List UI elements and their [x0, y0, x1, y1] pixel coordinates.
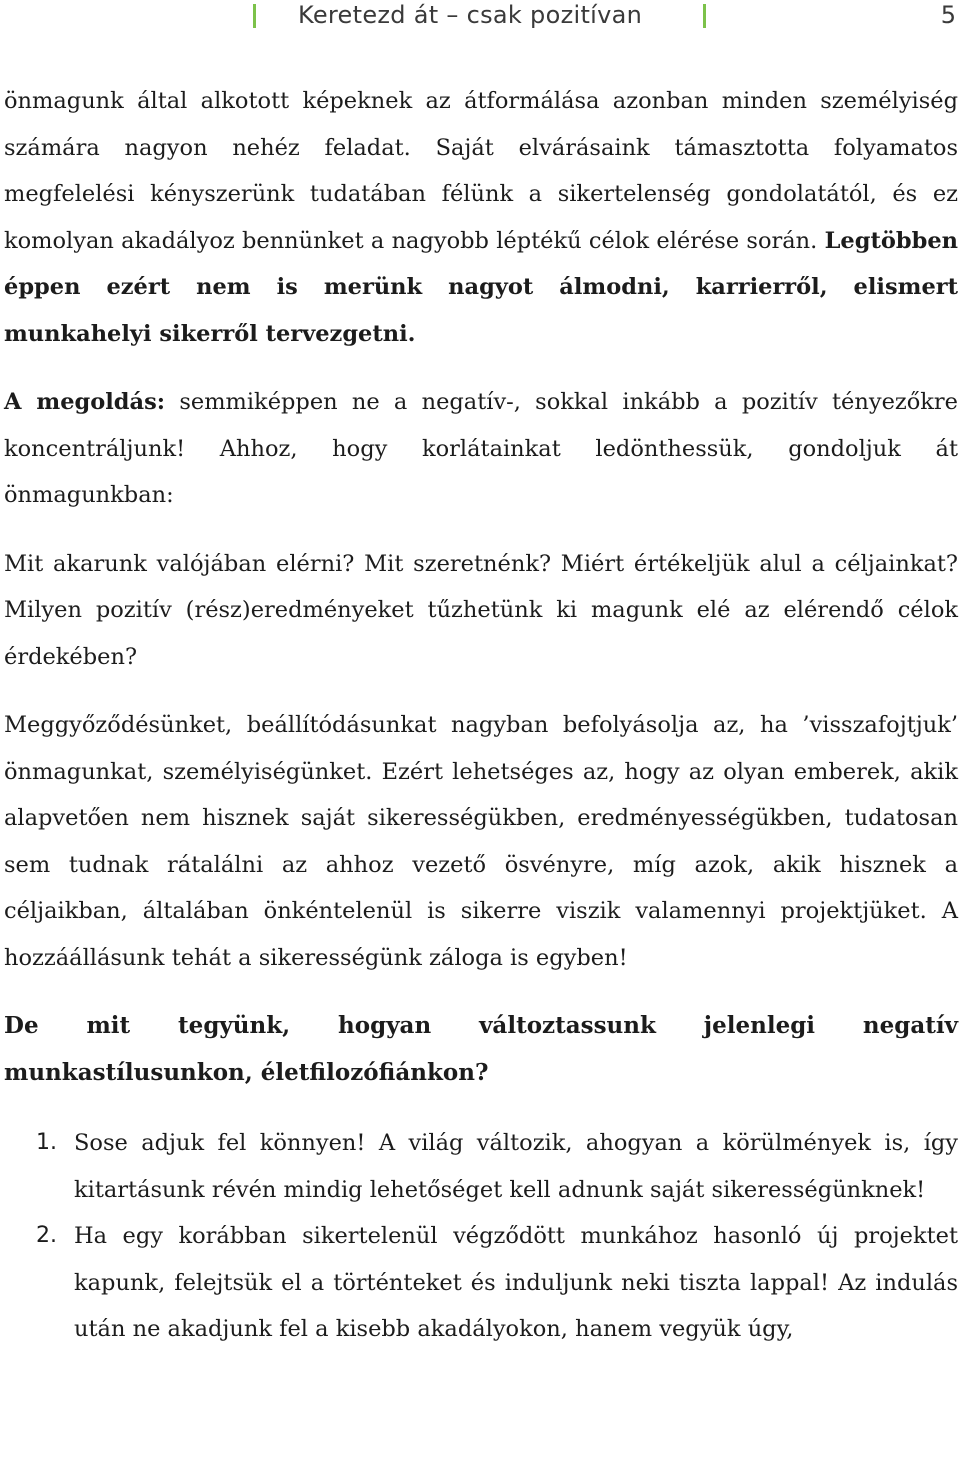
solution-label: A megoldás:: [4, 389, 166, 415]
page-number: 5: [940, 1, 956, 29]
list-item-number: 2.: [36, 1223, 57, 1248]
list-item-text: Ha egy korábban sikertelenül végződött munkához hasonló új projektet kapunk, felejtsük el a történteket és induljunk neki tiszta lappal! Az indulás után ne akadjunk fel a kisebb akadályokon, hanem vegyük úgy,: [74, 1223, 958, 1342]
page-body: [4, 78, 958, 1353]
list-item: [4, 1120, 958, 1213]
list-item-number: 1.: [36, 1130, 57, 1155]
header-divider-left: [253, 4, 256, 28]
list-item: [4, 1213, 958, 1353]
list-item-text: Sose adjuk fel könnyen! A világ változik, ahogyan a körülmények is, így kitartásunk révén mindig lehetőséget kell adnunk saját sikerességünknek!: [74, 1130, 958, 1203]
section-question-heading: De mit tegyünk, hogyan változtassunk jelenlegi negatív munkastílusunkon, életfilozófiánkon?: [4, 1012, 958, 1086]
paragraph-intro-text: önmagunk által alkotott képeknek az átformálása azonban minden személyiség számára nagyon nehéz feladat. Saját elvárásaink támasztotta folyamatos megfelelési kényszerünk tudatában félünk a sikertelenség gondolatától, és ez komolyan akadályoz bennünket a nagyobb léptékű célok elérése során.: [4, 88, 958, 254]
paragraph-beliefs: Meggyőződésünket, beállítódásunkat nagyban befolyásolja az, ha ’visszafojtjuk’ önmagunkat, személyiségünket. Ezért lehetséges az, hogy az olyan emberek, akik alapvetően nem hisznek saját sikerességükben, eredményességükben, tudatosan sem tudnak rátalálni az ahhoz vezető ösvényre, míg azok, akik hisznek a céljaikban, általában önkéntelenül is sikerre viszik valamennyi projektjüket. A hozzáállásunk tehát a sikerességünk záloga is egyben!: [4, 712, 958, 971]
running-title: Keretezd át – csak pozitívan: [298, 1, 643, 29]
page-header: [0, 0, 960, 34]
advice-list: [4, 1120, 958, 1353]
paragraph-intro-emphasis: Legtöbben éppen ezért nem is merünk nagyot álmodni, karrierről, elismert munkahelyi sikerről tervezgetni.: [4, 227, 959, 347]
paragraph-solution: [4, 379, 958, 519]
paragraph-intro: [4, 78, 958, 357]
solution-text: semmiképpen ne a negatív-, sokkal inkább a pozitív tényezőkre koncentráljunk! Ahhoz, hogy korlátainkat ledönthessük, gondoljuk át önmagunkban:: [4, 389, 958, 508]
paragraph-questions: Mit akarunk valójában elérni? Mit szeretnénk? Miért értékeljük alul a céljainkat? Milyen pozitív (rész)eredményeket tűzhetünk ki magunk elé az elérendő célok érdekében?: [4, 550, 958, 670]
header-divider-right: [703, 4, 706, 28]
